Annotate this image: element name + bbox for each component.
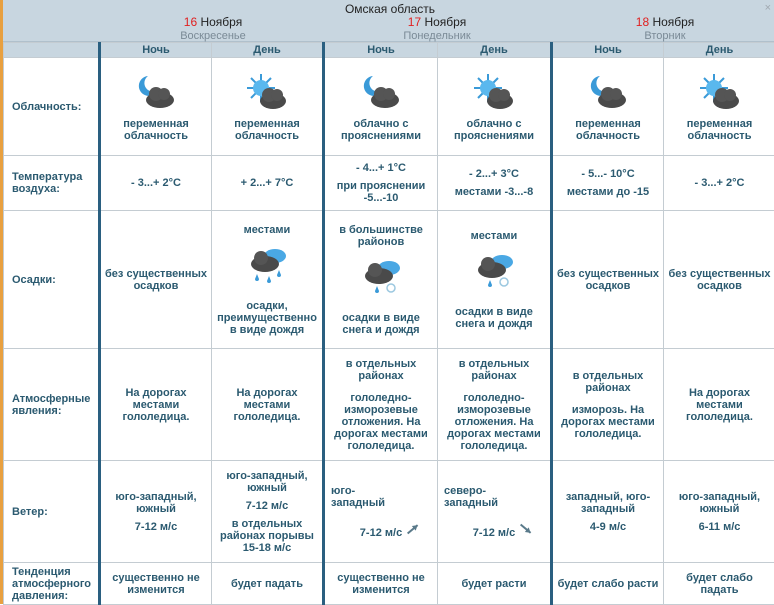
row-label: Облачность: bbox=[4, 58, 100, 156]
precipitation-cell: местами осадки, преимущественно в виде дождя bbox=[212, 211, 324, 349]
day-header: 17 Ноября Понедельник bbox=[323, 15, 551, 42]
precipitation-cell: в большинстве районов осадки в виде снега и дождя bbox=[324, 211, 438, 349]
wind-cell: северо-западный 7-12 м/с bbox=[438, 461, 552, 563]
cloudiness-cell: переменная облачность bbox=[100, 58, 212, 156]
wind-cell: юго-западный, южный 6-11 м/с bbox=[664, 461, 774, 563]
period-header: День bbox=[438, 43, 552, 58]
temperature-cell: - 3...+ 2°C bbox=[100, 156, 212, 211]
phenomena-cell: На дорогах местами гололедица. bbox=[664, 349, 774, 461]
phenomena-cell: в отдельных районах гололедно-изморозевые отложения. На дорогах местами гололедица. bbox=[438, 349, 552, 461]
precipitation-row bbox=[4, 211, 774, 349]
period-header-row bbox=[4, 43, 774, 58]
phenomena-cell: в отдельных районах гололедно-изморозевые отложения. На дорогах местами гололедица. bbox=[324, 349, 438, 461]
temperature-cell: - 5...- 10°C местами до -15 bbox=[552, 156, 664, 211]
phenomena-cell: На дорогах местами гололедица. bbox=[100, 349, 212, 461]
row-label: Ветер: bbox=[4, 461, 100, 563]
wind-cell: юго-западный, южный 7-12 м/с в отдельных районах порывы 15-18 м/с bbox=[212, 461, 324, 563]
sun-cloud-icon bbox=[472, 72, 516, 112]
phenomena-cell: в отдельных районах изморозь. На дорогах местами гололедица. bbox=[552, 349, 664, 461]
cloudiness-cell: облачно с прояснениями bbox=[438, 58, 552, 156]
period-header: День bbox=[212, 43, 324, 58]
period-header: Ночь bbox=[100, 43, 212, 58]
temperature-cell: - 3...+ 2°C bbox=[664, 156, 774, 211]
moon-cloud-icon bbox=[134, 72, 178, 112]
pressure-cell: будет слабо падать bbox=[664, 563, 774, 605]
forecast-table bbox=[3, 42, 774, 605]
precipitation-cell: местами осадки в виде снега и дождя bbox=[438, 211, 552, 349]
temperature-cell: - 2...+ 3°C местами -3...-8 bbox=[438, 156, 552, 211]
cloudiness-cell: облачно с прояснениями bbox=[324, 58, 438, 156]
snow-rain-cloud-icon bbox=[470, 248, 518, 292]
period-header: Ночь bbox=[324, 43, 438, 58]
precipitation-cell: без существенных осадков bbox=[552, 211, 664, 349]
sun-cloud-icon bbox=[698, 72, 742, 112]
period-header: Ночь bbox=[552, 43, 664, 58]
pressure-cell: существенно не изменится bbox=[100, 563, 212, 605]
pressure-row bbox=[4, 563, 774, 605]
phenomena-row bbox=[4, 349, 774, 461]
sun-cloud-icon bbox=[245, 72, 289, 112]
wind-cell: юго-западный 7-12 м/с bbox=[324, 461, 438, 563]
period-header: День bbox=[664, 43, 774, 58]
snow-rain-cloud-icon bbox=[357, 254, 405, 298]
day-header: 18 Ноября Вторник bbox=[551, 15, 774, 42]
row-label: Атмосферные явления: bbox=[4, 349, 100, 461]
cloudiness-row bbox=[4, 58, 774, 156]
precipitation-cell: без существенных осадков bbox=[664, 211, 774, 349]
region-title: Омская область bbox=[3, 2, 774, 16]
moon-cloud-icon bbox=[586, 72, 630, 112]
cloudiness-cell: переменная облачность bbox=[212, 58, 324, 156]
pressure-cell: будет слабо расти bbox=[552, 563, 664, 605]
moon-cloud-icon bbox=[359, 72, 403, 112]
pressure-cell: существенно не изменится bbox=[324, 563, 438, 605]
phenomena-cell: На дорогах местами гололедица. bbox=[212, 349, 324, 461]
cloudiness-cell: переменная облачность bbox=[552, 58, 664, 156]
temperature-row bbox=[4, 156, 774, 211]
temperature-cell: - 4...+ 1°C при прояснении -5...-10 bbox=[324, 156, 438, 211]
pressure-cell: будет падать bbox=[212, 563, 324, 605]
forecast-header bbox=[3, 0, 774, 42]
wind-cell: западный, юго-западный 4-9 м/с bbox=[552, 461, 664, 563]
row-label: Осадки: bbox=[4, 211, 100, 349]
close-icon[interactable]: × bbox=[765, 2, 771, 14]
row-label: Тенденция атмосферного давления: bbox=[4, 563, 100, 605]
precipitation-cell: без существенных осадков bbox=[100, 211, 212, 349]
wind-cell: юго-западный, южный 7-12 м/с bbox=[100, 461, 212, 563]
day-header: 16 Ноября Воскресенье bbox=[99, 15, 327, 42]
rain-cloud-icon bbox=[243, 242, 291, 286]
pressure-cell: будет расти bbox=[438, 563, 552, 605]
row-label: Температура воздуха: bbox=[4, 156, 100, 211]
cloudiness-cell: переменная облачность bbox=[664, 58, 774, 156]
wind-row bbox=[4, 461, 774, 563]
temperature-cell: + 2...+ 7°C bbox=[212, 156, 324, 211]
